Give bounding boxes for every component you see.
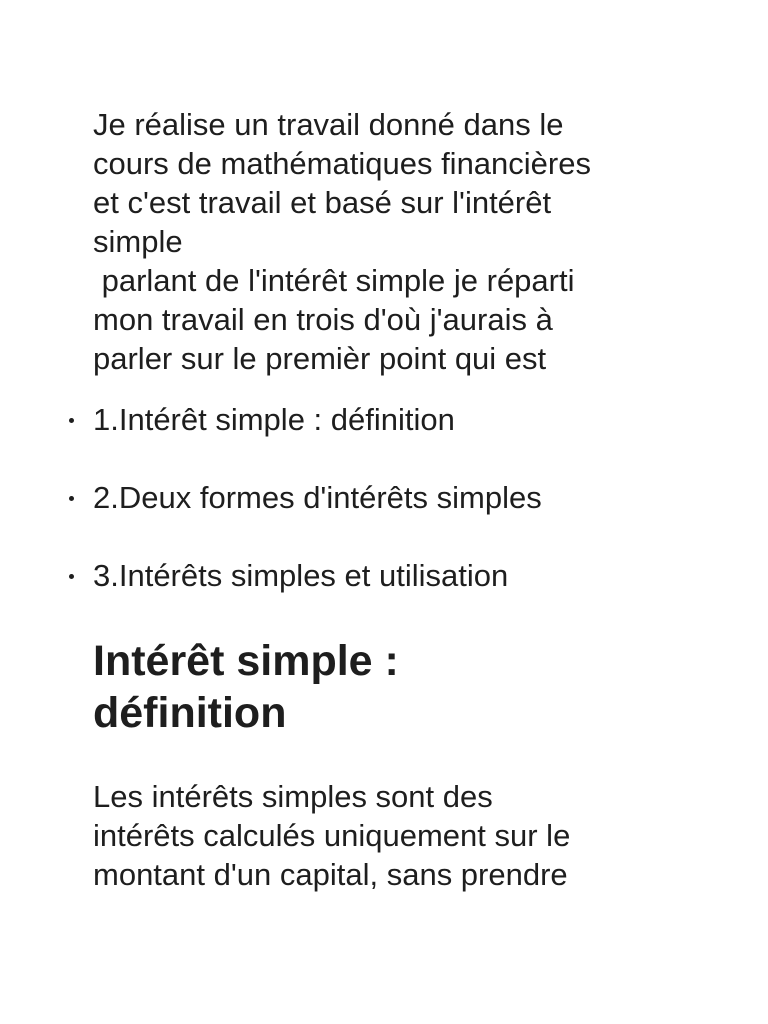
section-heading bbox=[93, 635, 693, 739]
list-item-text: 3.Intérêts simples et utilisation bbox=[93, 558, 509, 593]
intro-paragraph bbox=[93, 105, 693, 378]
intro-line: parlant de l'intérêt simple je réparti bbox=[93, 263, 575, 298]
body-line: intérêts calculés uniquement sur le bbox=[93, 818, 571, 853]
intro-line: cours de mathématiques financières bbox=[93, 146, 591, 181]
body-line: Les intérêts simples sont des bbox=[93, 779, 493, 814]
intro-line: parler sur le premièr point qui est bbox=[93, 341, 547, 376]
list-item bbox=[93, 478, 693, 517]
intro-line: simple bbox=[93, 224, 183, 259]
intro-line: et c'est travail et basé sur l'intérêt bbox=[93, 185, 552, 220]
bullet-icon bbox=[69, 418, 74, 423]
list-item bbox=[93, 556, 693, 595]
body-line: montant d'un capital, sans prendre bbox=[93, 857, 568, 892]
list-item bbox=[93, 400, 693, 439]
list-item-text: 2.Deux formes d'intérêts simples bbox=[93, 480, 542, 515]
intro-line: mon travail en trois d'où j'aurais à bbox=[93, 302, 553, 337]
section-heading-line: Intérêt simple : bbox=[93, 637, 399, 685]
list-item-text: 1.Intérêt simple : définition bbox=[93, 402, 455, 437]
document-content bbox=[93, 105, 693, 894]
section-heading-line: définition bbox=[93, 689, 287, 737]
intro-line: Je réalise un travail donné dans le bbox=[93, 107, 564, 142]
bullet-icon bbox=[69, 496, 74, 501]
outline-list bbox=[93, 400, 693, 595]
section-body-paragraph bbox=[93, 777, 693, 894]
bullet-icon bbox=[69, 574, 74, 579]
